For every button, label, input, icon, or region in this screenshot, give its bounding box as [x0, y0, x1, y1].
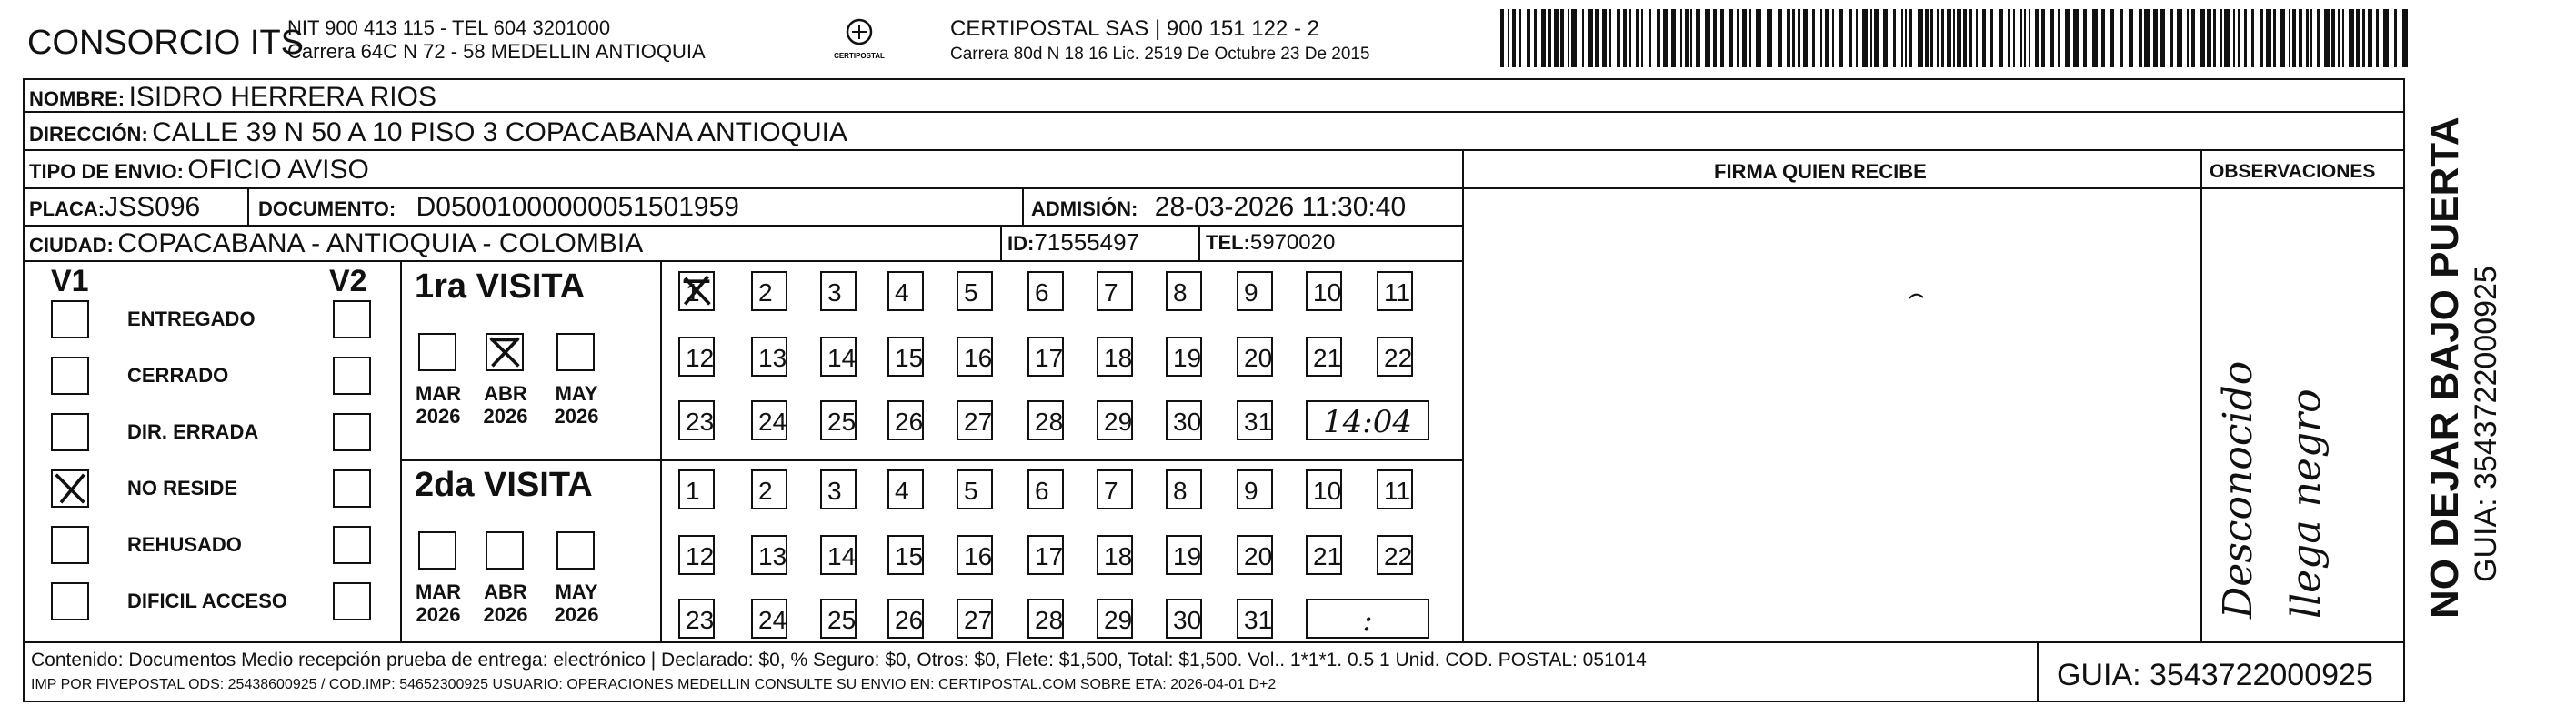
- direccion-row: [29, 119, 847, 146]
- address-line: Carrera 64C N 72 - 58 MEDELLIN ANTIOQUIA: [287, 40, 706, 63]
- v1-checkbox[interactable]: [51, 526, 89, 564]
- day-box[interactable]: [678, 400, 715, 440]
- day-box[interactable]: [1097, 469, 1133, 509]
- svg-text:CERTIPOSTAL: CERTIPOSTAL: [834, 52, 885, 60]
- v1-checkbox[interactable]: [51, 300, 89, 338]
- v2-checkbox[interactable]: [333, 413, 371, 451]
- month-year: 2026: [416, 405, 461, 429]
- day-label: 9: [1244, 278, 1258, 307]
- month-checkbox[interactable]: [418, 333, 456, 371]
- day-label: 19: [1173, 344, 1202, 372]
- day-box[interactable]: [1166, 271, 1202, 311]
- nombre-value: ISIDRO HERRERA RIOS: [128, 82, 436, 112]
- side-line-1: NO DEJAR BAJO PUERTA: [2422, 116, 2467, 619]
- time-box[interactable]: [1306, 599, 1429, 639]
- day-box[interactable]: [887, 271, 924, 311]
- day-box[interactable]: [1377, 337, 1413, 377]
- day-box[interactable]: [1166, 599, 1202, 639]
- day-label: 20: [1244, 344, 1273, 372]
- month-checkbox[interactable]: [486, 531, 524, 570]
- day-label: 17: [1035, 542, 1064, 570]
- day-label: 30: [1173, 606, 1202, 634]
- day-label: 26: [895, 606, 924, 634]
- day-label: 30: [1173, 408, 1202, 436]
- ciudad-label: CIUDAD:: [29, 234, 114, 257]
- day-label: 10: [1313, 278, 1342, 307]
- month-label: [411, 382, 466, 429]
- day-box[interactable]: [1166, 535, 1202, 575]
- day-box[interactable]: [1306, 337, 1342, 377]
- day-label: 9: [1244, 477, 1258, 505]
- day-box[interactable]: [1097, 400, 1133, 440]
- tipo-row: [29, 156, 369, 184]
- v2-checkbox[interactable]: [333, 357, 371, 395]
- admision-label: ADMISIÓN:: [1031, 197, 1138, 220]
- footer-line2: IMP POR FIVEPOSTAL ODS: 25438600925 / COD.IMP: 54652300925 USUARIO: OPERACIONES MEDELLIN CONSULTE SU ENVIO EN: CERTIPOSTAL.COM SOBRE ETA: 2026-04-01 D+2: [31, 677, 1277, 692]
- day-box[interactable]: [957, 469, 993, 509]
- day-box[interactable]: [751, 337, 787, 377]
- month-year: 2026: [483, 603, 528, 627]
- day-label: 27: [964, 408, 993, 436]
- status-label: DIFICIL ACCESO: [127, 590, 288, 612]
- day-label: 5: [964, 477, 978, 505]
- v1-checkbox[interactable]: [51, 582, 89, 620]
- day-label: 28: [1035, 606, 1064, 634]
- day-label: 2: [758, 278, 773, 307]
- day-box[interactable]: [957, 337, 993, 377]
- v2-checkbox[interactable]: [333, 469, 371, 508]
- day-label: 25: [827, 606, 857, 634]
- day-label: 29: [1104, 606, 1133, 634]
- day-box[interactable]: [1097, 271, 1133, 311]
- month-year: 2026: [483, 405, 528, 429]
- id-row: [1007, 230, 1139, 254]
- day-box[interactable]: [1306, 469, 1342, 509]
- month-name: ABR: [484, 382, 527, 405]
- day-label: 13: [758, 344, 787, 372]
- day-label: 18: [1104, 344, 1133, 372]
- visit-title: 1ra VISITA: [415, 267, 586, 306]
- day-label: 22: [1384, 542, 1413, 570]
- day-label: 15: [895, 344, 924, 372]
- direccion-value: CALLE 39 N 50 A 10 PISO 3 COPACABANA ANTIOQUIA: [152, 117, 848, 147]
- day-label: 16: [964, 542, 993, 570]
- v1-checkbox[interactable]: [51, 413, 89, 451]
- tel-value: 5970020: [1249, 230, 1336, 255]
- footer-guia: GUIA: 3543722000925: [2057, 658, 2373, 692]
- tel-row: [1206, 232, 1335, 254]
- certipostal-logo: [832, 16, 887, 62]
- day-label: 12: [686, 344, 715, 372]
- status-label: ENTREGADO: [127, 308, 256, 330]
- direccion-label: DIRECCIÓN:: [29, 123, 148, 146]
- firma-header: FIRMA QUIEN RECIBE: [1714, 160, 1927, 183]
- certipostal-line2: Carrera 80d N 18 16 Lic. 2519 De Octubre 23 De 2015: [950, 45, 1370, 64]
- side-line-2: GUIA: 3543722000925: [2469, 266, 2503, 582]
- day-label: 11: [1384, 477, 1411, 505]
- day-box[interactable]: [678, 535, 715, 575]
- observation-line-2: llega negro: [2283, 388, 2330, 619]
- visit-title: 2da VISITA: [415, 466, 593, 504]
- day-box[interactable]: [887, 400, 924, 440]
- day-label: 24: [758, 606, 787, 634]
- day-label: 1: [686, 477, 700, 505]
- day-box[interactable]: [1237, 400, 1273, 440]
- day-label: 2: [758, 477, 773, 505]
- day-label: 4: [895, 477, 909, 505]
- day-box[interactable]: [820, 535, 857, 575]
- ciudad-row: [29, 230, 643, 257]
- day-label: 22: [1384, 344, 1413, 372]
- day-box[interactable]: [751, 271, 787, 311]
- day-box[interactable]: [1097, 599, 1133, 639]
- day-box[interactable]: [820, 469, 857, 509]
- day-box[interactable]: [678, 599, 715, 639]
- day-box[interactable]: [887, 535, 924, 575]
- documento-label: DOCUMENTO:: [258, 197, 396, 220]
- status-label: REHUSADO: [127, 533, 242, 556]
- month-year: 2026: [416, 603, 461, 627]
- placa-value: JSS096: [105, 192, 201, 222]
- day-label: 7: [1104, 477, 1118, 505]
- month-checkbox[interactable]: [486, 333, 524, 371]
- day-box[interactable]: [1237, 535, 1273, 575]
- time-box[interactable]: [1306, 400, 1429, 440]
- day-label: 31: [1244, 408, 1273, 436]
- day-label: 15: [895, 542, 924, 570]
- day-label: 24: [758, 408, 787, 436]
- day-box[interactable]: [1237, 337, 1273, 377]
- observation-line-1: Desconocido: [2215, 360, 2261, 619]
- day-box[interactable]: [678, 469, 715, 509]
- day-label: 31: [1244, 606, 1273, 634]
- documento-row: [258, 194, 739, 221]
- month-label: [549, 382, 604, 429]
- day-box[interactable]: [957, 271, 993, 311]
- day-box[interactable]: [678, 271, 715, 311]
- day-box[interactable]: [1377, 535, 1413, 575]
- day-label: 14: [827, 542, 857, 570]
- day-label: 26: [895, 408, 924, 436]
- v2-checkbox[interactable]: [333, 300, 371, 338]
- nit-line: NIT 900 413 115 - TEL 604 3201000: [287, 16, 611, 39]
- v2-checkbox[interactable]: [333, 582, 371, 620]
- month-label: [411, 580, 466, 627]
- day-box[interactable]: [1166, 400, 1202, 440]
- day-label: 23: [686, 606, 715, 634]
- day-box[interactable]: [1027, 337, 1064, 377]
- day-box[interactable]: [1377, 271, 1413, 311]
- day-box[interactable]: [751, 400, 787, 440]
- v2-checkbox[interactable]: [333, 526, 371, 564]
- day-box[interactable]: [1097, 337, 1133, 377]
- day-label: 13: [758, 542, 787, 570]
- status-label: NO RESIDE: [127, 477, 238, 499]
- tel-label: TEL:: [1206, 231, 1250, 254]
- month-checkbox[interactable]: [556, 333, 595, 371]
- day-box[interactable]: [820, 271, 857, 311]
- day-box[interactable]: [1027, 469, 1064, 509]
- month-checkbox[interactable]: [556, 531, 595, 570]
- day-label: 21: [1313, 542, 1342, 570]
- day-box[interactable]: [887, 337, 924, 377]
- day-label: 20: [1244, 542, 1273, 570]
- placa-label: PLACA:: [29, 197, 105, 220]
- day-box[interactable]: [1306, 535, 1342, 575]
- certipostal-line1: CERTIPOSTAL SAS | 900 151 122 - 2: [950, 16, 1319, 41]
- id-label: ID:: [1007, 232, 1035, 255]
- day-box[interactable]: [1027, 599, 1064, 639]
- day-label: 7: [1104, 278, 1118, 307]
- day-box[interactable]: [751, 469, 787, 509]
- day-box[interactable]: [887, 599, 924, 639]
- day-label: 11: [1384, 278, 1411, 307]
- form-frame: [23, 78, 2405, 702]
- day-label: 12: [686, 542, 715, 570]
- day-label: 25: [827, 408, 857, 436]
- v1-checkbox[interactable]: [51, 357, 89, 395]
- day-label: 27: [964, 606, 993, 634]
- day-box[interactable]: [1237, 271, 1273, 311]
- day-box[interactable]: [678, 337, 715, 377]
- v1-label: V1: [51, 264, 89, 298]
- observaciones-header: OBSERVACIONES: [2210, 161, 2376, 182]
- day-box[interactable]: [751, 599, 787, 639]
- v1-checkbox[interactable]: [51, 469, 89, 508]
- day-label: 28: [1035, 408, 1064, 436]
- day-label: 3: [827, 477, 842, 505]
- day-box[interactable]: [1237, 599, 1273, 639]
- nombre-label: NOMBRE:: [29, 87, 125, 110]
- month-name: MAY: [555, 580, 598, 603]
- month-name: ABR: [484, 580, 527, 603]
- nombre-row: [29, 84, 436, 111]
- day-box[interactable]: [957, 400, 993, 440]
- day-box[interactable]: [820, 599, 857, 639]
- admision-row: [1031, 194, 1406, 221]
- day-label: 21: [1313, 344, 1342, 372]
- day-label: 8: [1173, 477, 1188, 505]
- month-label: [478, 382, 533, 429]
- day-box[interactable]: [887, 469, 924, 509]
- day-label: 3: [827, 278, 842, 307]
- day-label: 29: [1104, 408, 1133, 436]
- day-box[interactable]: [1166, 469, 1202, 509]
- day-box[interactable]: [1097, 535, 1133, 575]
- month-name: MAY: [555, 382, 598, 405]
- day-box[interactable]: [1027, 400, 1064, 440]
- day-box[interactable]: [1027, 271, 1064, 311]
- month-year: 2026: [554, 405, 599, 429]
- v2-label: V2: [329, 264, 367, 298]
- month-label: [549, 580, 604, 627]
- day-box[interactable]: [1166, 337, 1202, 377]
- admision-value: 28-03-2026 11:30:40: [1154, 192, 1407, 222]
- observation-handwriting: [2210, 218, 2364, 637]
- day-label: 23: [686, 408, 715, 436]
- month-name: MAR: [415, 580, 462, 603]
- time-value: :: [1362, 602, 1373, 639]
- status-label: DIR. ERRADA: [127, 420, 259, 443]
- day-label: 8: [1173, 278, 1188, 307]
- ciudad-value: COPACABANA - ANTIOQUIA - COLOMBIA: [117, 228, 644, 258]
- day-label: 19: [1173, 542, 1202, 570]
- tipo-value: OFICIO AVISO: [187, 155, 369, 185]
- day-box[interactable]: [1377, 469, 1413, 509]
- day-label: 14: [827, 344, 857, 372]
- status-label: CERRADO: [127, 364, 229, 387]
- day-box[interactable]: [820, 337, 857, 377]
- month-label: [478, 580, 533, 627]
- day-label: 6: [1035, 477, 1049, 505]
- placa-row: [29, 194, 200, 221]
- day-box[interactable]: [957, 535, 993, 575]
- documento-value: D05001000000051501959: [416, 192, 739, 222]
- month-checkbox[interactable]: [418, 531, 456, 570]
- day-label: 5: [964, 278, 978, 307]
- day-box[interactable]: [1306, 271, 1342, 311]
- side-text: [2414, 109, 2569, 619]
- signature-mark: [1908, 289, 1926, 306]
- day-box[interactable]: [820, 400, 857, 440]
- barcode: [1500, 9, 2410, 67]
- day-label: 10: [1313, 477, 1342, 505]
- day-box[interactable]: [751, 535, 787, 575]
- footer-line1: Contenido: Documentos Medio recepción prueba de entrega: electrónico | Declarado: $0, % Seguro: $0, Otros: $0, Flete: $1,500, Total: $1,500. Vol.. 1*1*1. 0.5 1 Unid. COD. POSTAL: 051014: [31, 650, 1647, 671]
- day-box[interactable]: [957, 599, 993, 639]
- day-label: 16: [964, 344, 993, 372]
- month-year: 2026: [554, 603, 599, 627]
- day-label: 17: [1035, 344, 1064, 372]
- tipo-label: TIPO DE ENVIO:: [29, 160, 184, 183]
- day-label: 1: [686, 278, 700, 307]
- month-name: MAR: [415, 382, 462, 405]
- id-value: 71555497: [1034, 228, 1140, 256]
- day-label: 6: [1035, 278, 1049, 307]
- day-box[interactable]: [1027, 535, 1064, 575]
- day-label: 4: [895, 278, 909, 307]
- day-box[interactable]: [1237, 469, 1273, 509]
- company-name: CONSORCIO ITS: [27, 24, 305, 62]
- day-label: 18: [1104, 542, 1133, 570]
- time-value: 14:04: [1323, 404, 1412, 440]
